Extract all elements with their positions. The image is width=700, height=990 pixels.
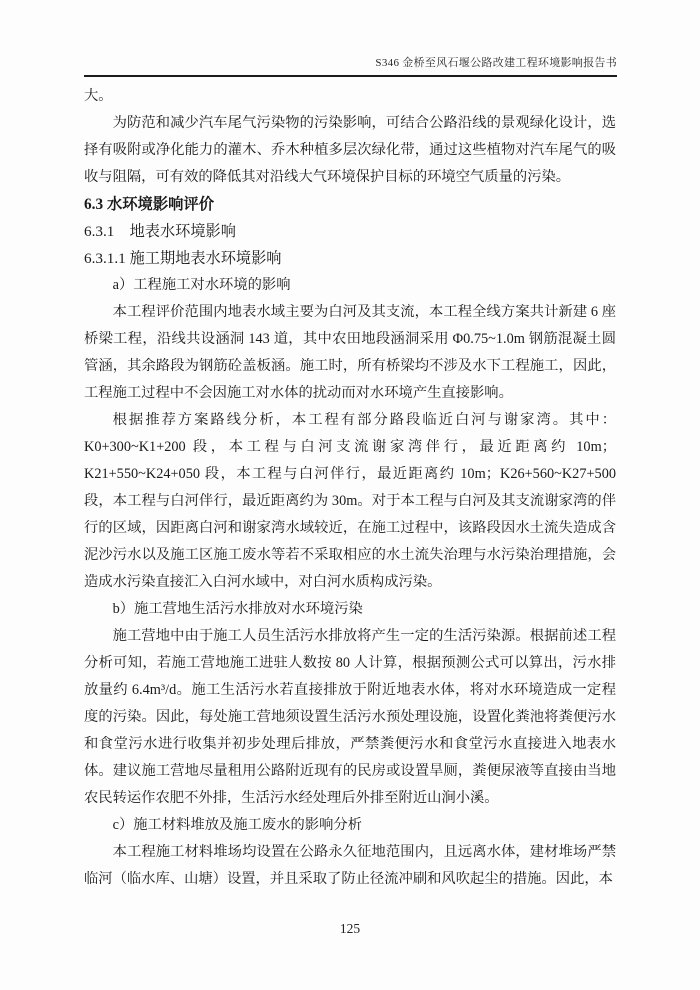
page-footer xyxy=(0,921,700,937)
paragraph: 根据推荐方案路线分析，本工程有部分路段临近白河与谢家湾。其中：K0+300~K1+200 段，本工程与白河支流谢家湾伴行，最近距离约 10m；K21+550~K24+050 段，本工程与白河伴行，最近距离约 10m；K26+560~K27+500 段，本工程与白河伴行，最近距离约为 30m。对于本工程与白河及其支流谢家湾的伴行的区域，因距离白河和谢家湾水域较近，在施工过程中，该路段因水土流失造成含泥沙污水以及施工区施工废水等若不采取相应的水土流失治理与水污染治理措施，会造成水污染直接汇入白河水域中，对白河水质构成污染。 xyxy=(84,412,616,590)
document-body xyxy=(84,83,616,893)
heading3: 6.3.1.1 施工期地表水环境影响 xyxy=(84,250,282,267)
header-divider xyxy=(84,75,617,77)
paragraph: 施工营地中由于施工人员生活污水排放将产生一定的生活污染源。根据前述工程分析可知，若施工营地施工进驻人数按 80 人计算，根据预测公式可以算出，污水排放量约 6.4m³/d。施工生活污水若直接排放于附近地表水体，将对水环境造成一定程度的污染。因此，每处施工营地须设置生活污水预处理设施，设置化粪池将粪便污水和食堂污水进行收集并初步处理后排放，严禁粪便污水和食堂污水直接进入地表水体。建议施工营地尽量租用公路附近现有的民房或设置旱厕，粪便尿液等直接由当地农民转运作农肥不外排，生活污水经处理后外排至附近山涧小溪。 xyxy=(84,628,616,806)
heading1: 6.3 水环境影响评价 xyxy=(84,196,215,213)
subheading: b）施工营地生活污水排放对水环境污染 xyxy=(112,601,363,617)
paragraph: 为防范和减少汽车尾气污染物的污染影响，可结合公路沿线的景观绿化设计，选择有吸附或净化能力的灌木、乔木种植多层次绿化带，通过这些植物对汽车尾气的吸收与阻隔，可有效的降低其对沿线大气环境保护目标的环境空气质量的污染。 xyxy=(84,115,616,185)
paragraph: 大。 xyxy=(84,88,113,104)
paragraph: 本工程评价范围内地表水域主要为白河及其支流，本工程全线方案共计新建 6 座桥梁工程，沿线共设涵洞 143 道，其中农田地段涵洞采用 Φ0.75~1.0m 钢筋混凝土圆管涵，其余路段为钢筋砼盖板涵。施工时，所有桥梁均不涉及水下工程施工，因此，工程施工过程中不会因施工对水体的扰动而对水环境产生直接影响。 xyxy=(84,304,616,401)
paragraph: 本工程施工材料堆场均设置在公路永久征地范围内，且远离水体，建材堆场严禁临河（临水库、山塘）设置，并且采取了防止径流冲刷和风吹起尘的措施。因此，本 xyxy=(84,844,616,887)
heading2: 6.3.1 地表水环境影响 xyxy=(84,223,236,240)
page-header xyxy=(84,56,617,71)
running-header-title: S346 金桥至风石堰公路改建工程环境影响报告书 xyxy=(375,57,617,69)
subheading: c）施工材料堆放及施工废水的影响分析 xyxy=(112,817,362,833)
subheading: a）工程施工对水环境的影响 xyxy=(112,277,291,293)
page-number: 125 xyxy=(339,921,361,936)
